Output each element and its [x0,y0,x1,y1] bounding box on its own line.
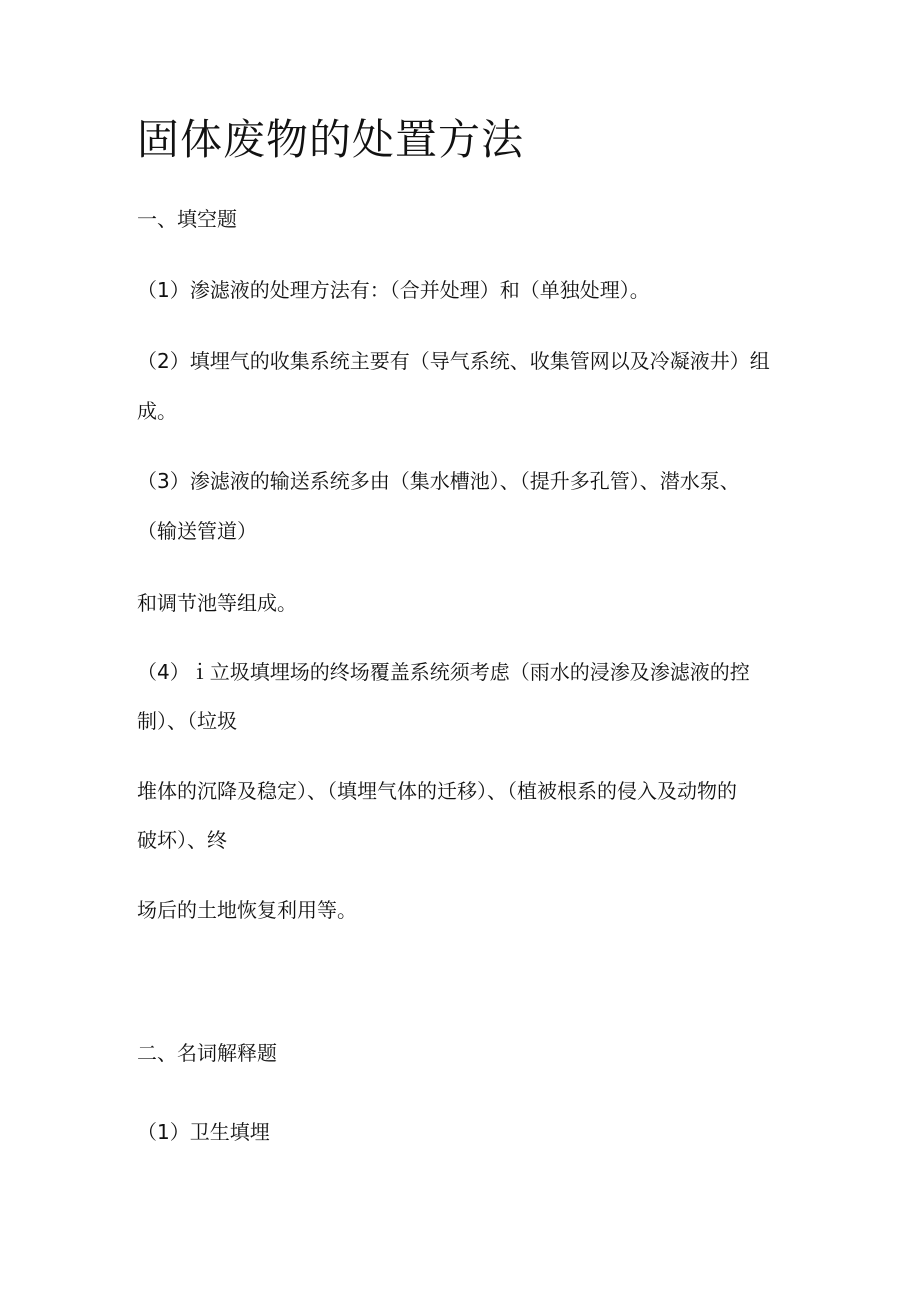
section-heading-fill-in: 一、填空题 [137,207,237,231]
question-4-line-2: 制）、（垃圾 [137,709,237,733]
question-4-line-1: （4）ｉ立圾填埋场的终场覆盖系统须考虑（雨水的浸渗及渗滤液的控 [137,660,750,684]
term-1: （1）卫生填埋 [137,1120,270,1144]
question-4-line-3: 堆体的沉降及稳定）、（填埋气体的迁移）、（植被根系的侵入及动物的 [137,779,737,803]
question-2-line-1: （2）填埋气的收集系统主要有（导气系统、收集管网以及冷凝液井）组 [137,349,770,373]
document-title: 固体废物的处置方法 [137,115,525,164]
question-3-line-2: （输送管道） [137,519,257,543]
question-3-line-1: （3）渗滤液的输送系统多由（集水槽池）、（提升多孔管）、潜水泵、 [137,469,740,493]
question-1: （1）渗滤液的处理方法有：（合并处理）和（单独处理）。 [137,278,650,302]
question-4-line-5: 场后的土地恢复利用等。 [137,898,357,922]
question-3-line-3: 和调节池等组成。 [137,591,297,615]
question-4-line-4: 破坏）、终 [137,828,227,852]
question-2-line-2: 成。 [137,399,177,423]
section-heading-terms: 二、名词解释题 [137,1041,277,1065]
